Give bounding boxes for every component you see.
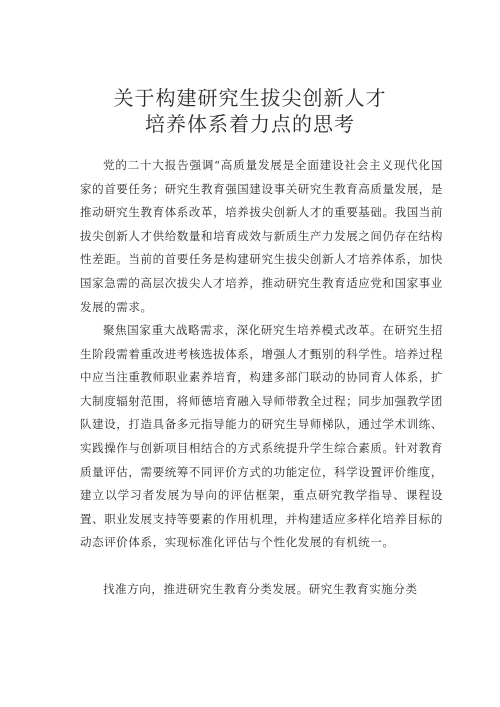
paragraph-2: 聚焦国家重大战略需求，深化研究生培养模式改革。在研究生招生阶段需着重改进考核选拔体系，增强人才甄别的科学性。培养过程中应当注重教师职业素养培育，构建多部门联动的协同育人体系，扩大制度辐射范围，将师德培育融入导师带教全过程；同步加强教学团队建设，打造具备多元指导能力的研究生导师梯队，通过学术训练、实践操作与创新项目相结合的方式系统提升学生综合素质。针对教育质量评估，需要统筹不同评价方式的功能定位，科学设置评价维度，建立以学习者发展为导向的评估框架，重点研究教学指导、课程设置、职业发展支持等要素的作用机理，并构建适应多样化培养目标的动态评价体系，实现标准化评估与个性化发展的有机统一。 — [80, 323, 443, 550]
paragraph-1: 党的二十大报告强调“高质量发展是全面建设社会主义现代化国家的首要任务；研究生教育强国建设事关研究生教育高质量发展，是推动研究生教育体系改革，培养拔尖创新人才的重要基础。我国当前拔尖创新人才供给数量和培育成效与新质生产力发展之间仍存在结构性差距。当前的首要任务是构建研究生拔尖创新人才培养体系，加快国家急需的高层次拔尖人才培养，推动研究生教育适应党和国家事业发展的需求。 — [80, 158, 443, 314]
paragraph-3: 找准方向，推进研究生教育分类发展。研究生教育实施分类 — [103, 582, 418, 596]
document-title-line-2: 培养体系着力点的思考 — [145, 112, 355, 136]
document-title-line-1: 关于构建研究生拔尖创新人才 — [113, 86, 387, 110]
